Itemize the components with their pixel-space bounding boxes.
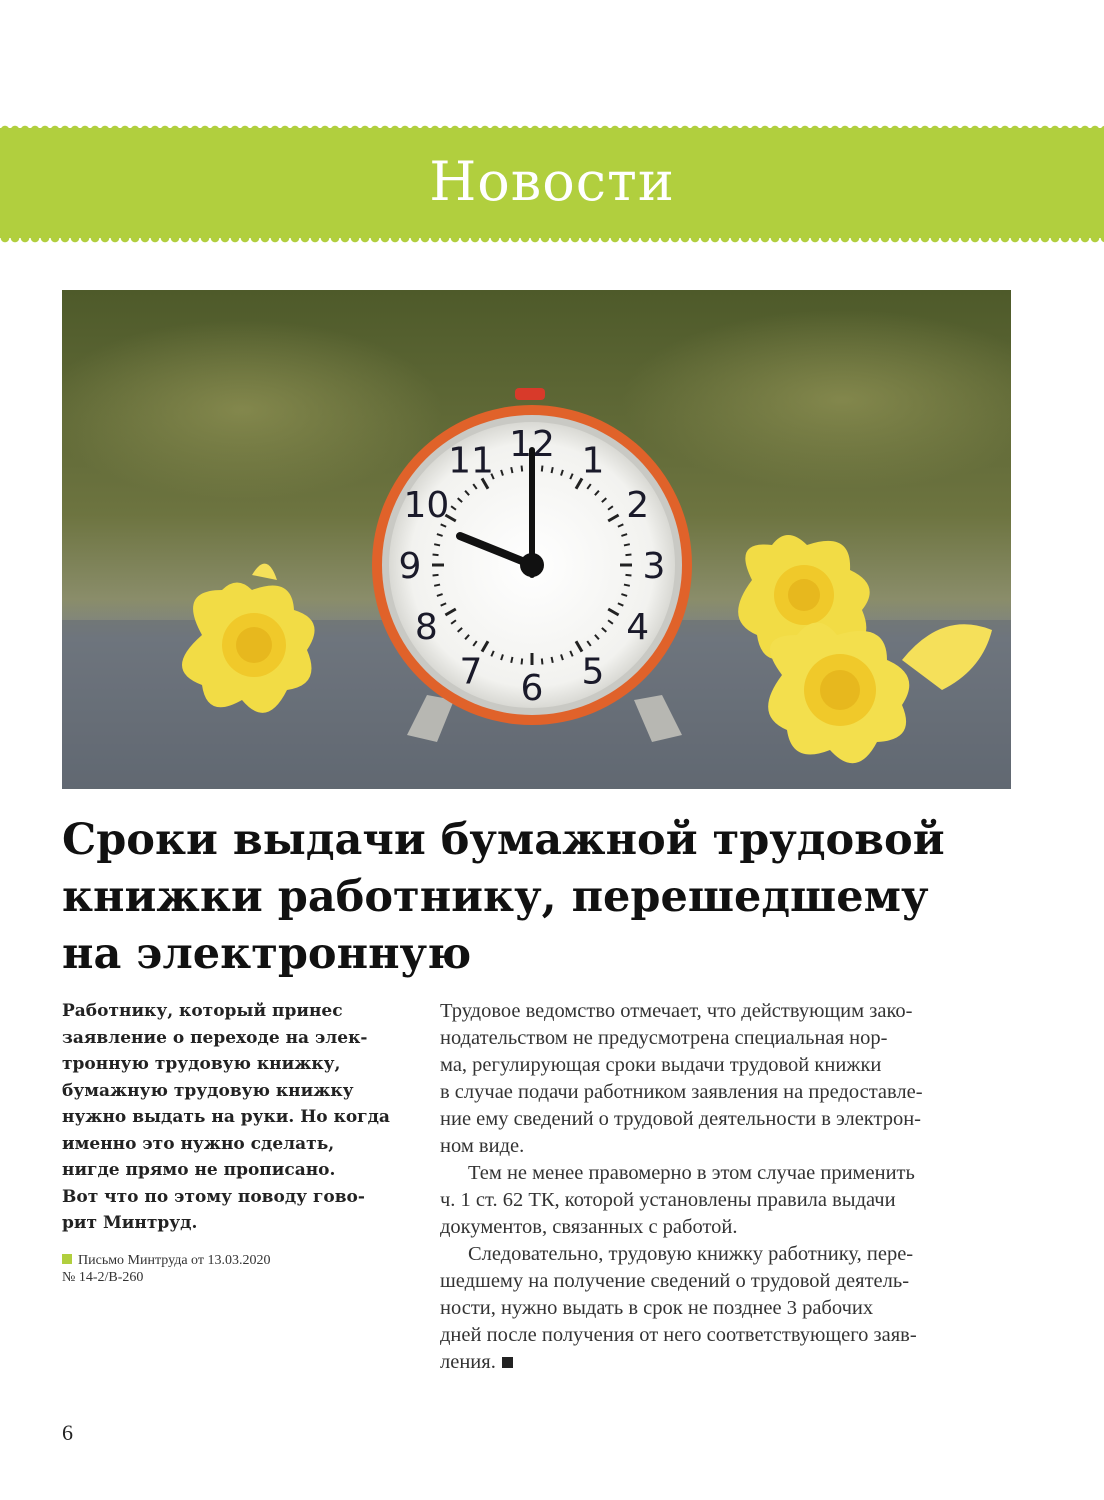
source-line: Письмо Минтруда от 13.03.2020	[78, 1253, 271, 1268]
lead-line: заявление о переходе на элек-	[62, 1027, 368, 1048]
source-line: № 14-2/В-260	[62, 1270, 144, 1285]
clock-number: 6	[520, 668, 544, 709]
source-reference	[62, 1252, 362, 1286]
body-line: Тем не менее правомерно в этом случае применить	[468, 1162, 915, 1184]
clock-tick	[434, 544, 440, 545]
body-line: Трудовое ведомство отмечает, что действующим зако-	[440, 1000, 913, 1022]
clock-number: 8	[414, 607, 438, 648]
clock-tick	[522, 466, 523, 472]
body-line: ние ему сведений о трудовой деятельности в электрон-	[440, 1108, 921, 1130]
clock-tick	[625, 555, 631, 556]
clock-tick	[433, 575, 439, 576]
body-line: в случае подачи работником заявления на предоставле-	[440, 1081, 923, 1103]
article-body	[440, 998, 1000, 1376]
article-headline	[62, 812, 1022, 983]
body-line: шедшему на получение сведений о трудовой деятель-	[440, 1270, 910, 1292]
lead-line: нигде прямо не прописано.	[62, 1160, 336, 1180]
clock-tick	[552, 657, 553, 663]
paragraph	[440, 998, 1000, 1160]
headline-line: Сроки выдачи бумажной трудовой	[62, 815, 945, 865]
clock-tick	[522, 658, 523, 664]
clock-tick	[434, 585, 440, 586]
article-photo	[62, 290, 1011, 789]
body-line: ности, нужно выдать в срок не позднее 3 рабочих	[440, 1297, 874, 1319]
clock-tick	[433, 555, 439, 556]
clock-number: 4	[626, 607, 650, 648]
banner-bottom-edge	[0, 238, 1104, 244]
paragraph	[440, 1160, 1000, 1241]
body-line: ления.	[440, 1351, 496, 1373]
body-line: Следовательно, трудовую книжку работнику, пере-	[468, 1243, 914, 1265]
clock-tick	[624, 585, 630, 586]
end-of-article-icon	[502, 1357, 513, 1368]
clock-number: 2	[626, 485, 650, 526]
clock-tick	[511, 657, 512, 663]
headline-line: книжки работнику, перешедшему	[62, 872, 929, 922]
clock-tick	[542, 658, 543, 664]
clock-number: 9	[398, 546, 422, 587]
body-line: ном виде.	[440, 1135, 525, 1157]
hand-pivot	[520, 553, 544, 577]
clock-tick	[542, 466, 543, 472]
clock-number: 1	[581, 440, 605, 482]
clock-number: 11	[448, 440, 494, 482]
clock-number: 7	[459, 651, 483, 693]
clock-button	[515, 388, 545, 400]
body-line: дней после получения от него соответствующего заяв-	[440, 1324, 917, 1346]
lead-line: нужно выдать на руки. Но когда	[62, 1107, 390, 1127]
lead-line: бумажную трудовую книжку	[62, 1080, 354, 1101]
lead-line: тронную трудовую книжку,	[62, 1054, 341, 1074]
section-title: Новости	[429, 150, 675, 213]
bullet-square-icon	[62, 1254, 72, 1264]
article-lead	[62, 998, 392, 1237]
lead-line: Вот что по этому поводу гово-	[62, 1186, 365, 1207]
body-line: ч. 1 ст. 62 ТК, которой установлены правила выдачи	[440, 1189, 896, 1211]
clock-tick	[552, 467, 553, 473]
body-line: документов, связанных с работой.	[440, 1216, 738, 1238]
clock-number: 10	[403, 485, 450, 526]
lead-line: Работнику, который принес	[62, 1001, 343, 1021]
lead-line: именно это нужно сделать,	[62, 1133, 335, 1154]
clock-tick	[511, 467, 512, 473]
body-line: ма, регулирующая сроки выдачи трудовой книжки	[440, 1054, 882, 1076]
clock-number: 3	[642, 546, 666, 587]
body-line: нодательством не предусмотрена специальная нор-	[440, 1027, 888, 1049]
clock-number: 5	[581, 651, 605, 693]
page-number: 6	[62, 1420, 73, 1445]
clock-tick	[624, 544, 630, 545]
headline-line: на электронную	[62, 929, 472, 979]
paragraph	[440, 1241, 1000, 1376]
alarm-clock-photo	[62, 290, 1011, 789]
lead-line: рит Минтруд.	[62, 1213, 198, 1233]
clock-number: 12	[509, 424, 555, 465]
clock-tick	[625, 575, 631, 576]
